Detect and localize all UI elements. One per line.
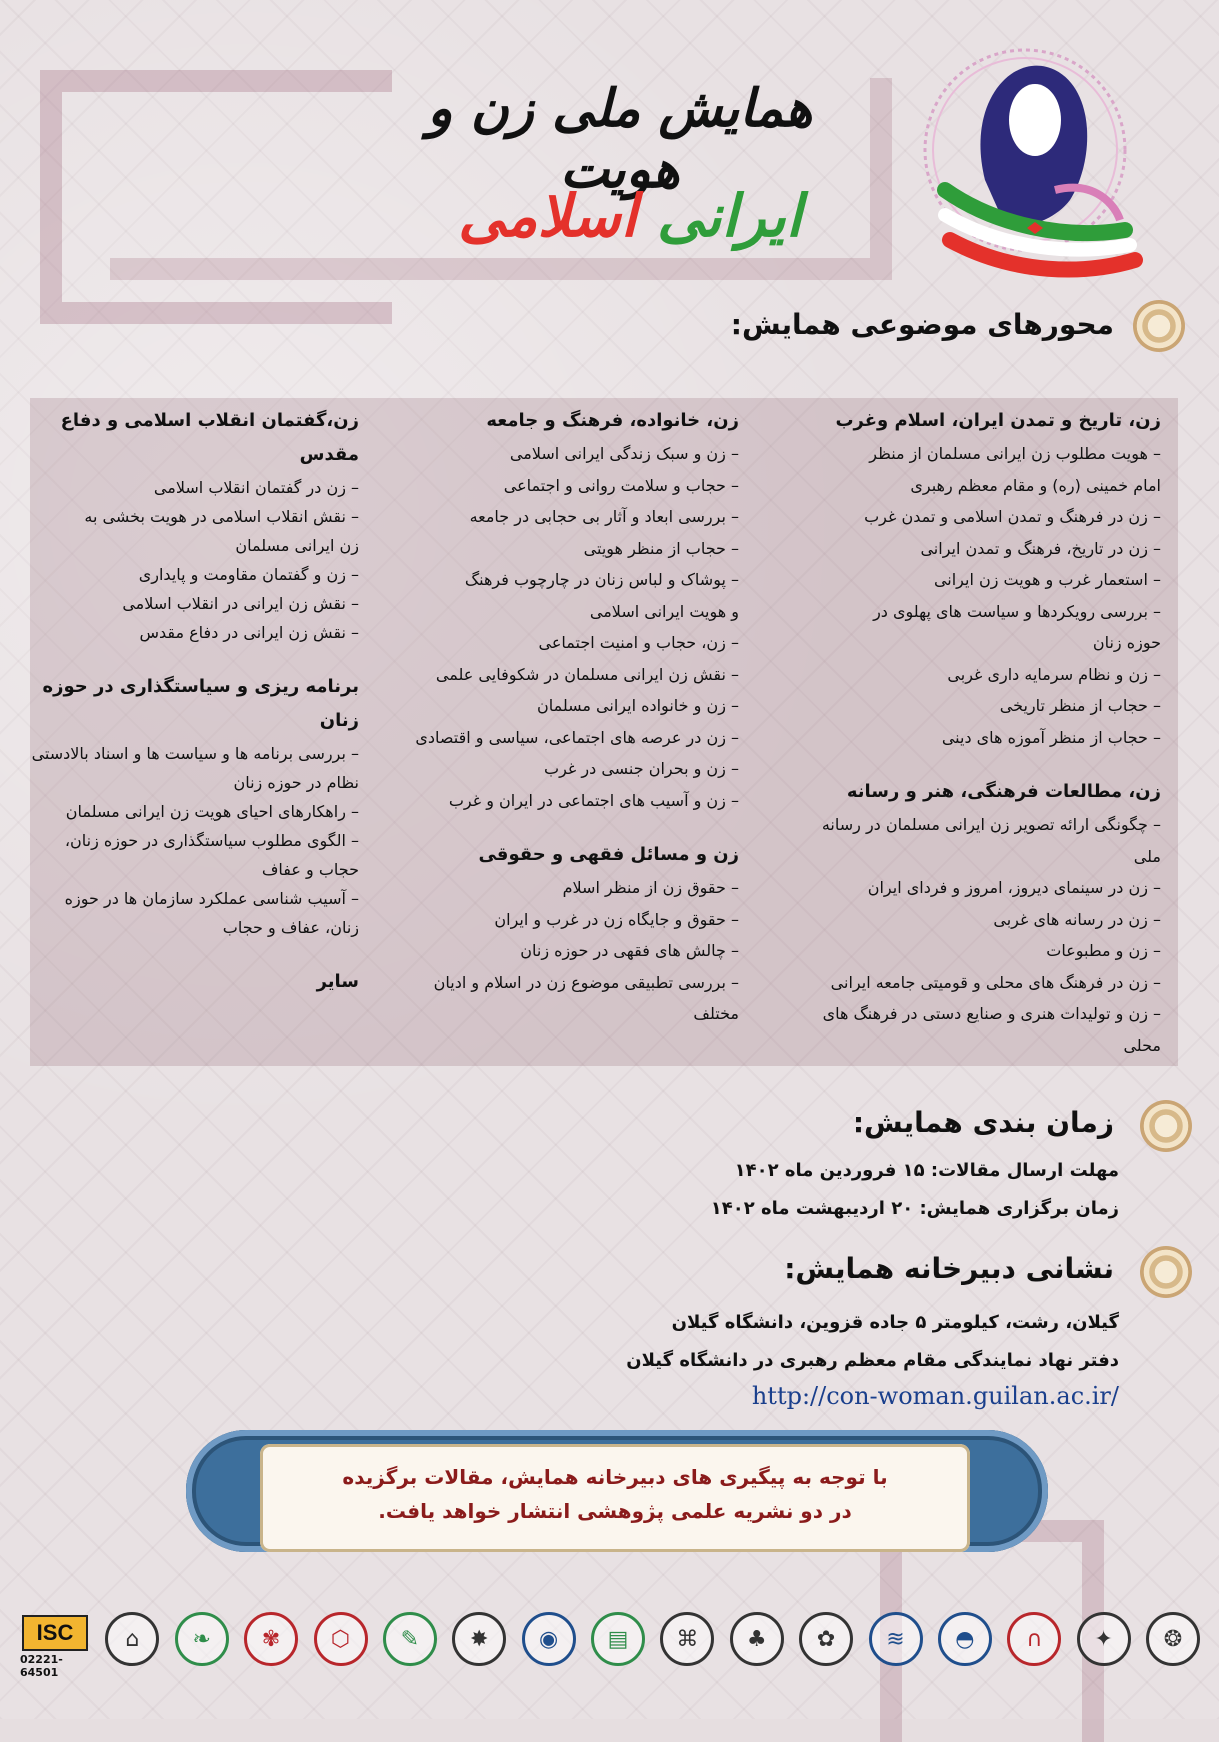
axis-item: – نقش زن ایرانی در انقلاب اسلامی (122, 594, 359, 613)
isc-label: ISC (22, 1615, 88, 1651)
axis-item: – زن، حجاب و امنیت اجتماعی (538, 633, 739, 652)
isc-logo (20, 1615, 90, 1679)
axis-item: – راهکارهای احیای هویت زن ایرانی مسلمان (65, 802, 359, 821)
lotus-icon: ✿ (799, 1612, 853, 1666)
conference-title: همایش ملی زن و هویت (427, 78, 813, 200)
axis-item: – حجاب از منظر هویتی (583, 538, 739, 558)
axis-item: امام خمینی (ره) و مقام معظم رهبری (910, 475, 1161, 495)
axis-item: – زن در سینمای دیروز، امروز و فردای ایران (867, 878, 1161, 897)
knot-icon: ⌘ (660, 1612, 714, 1666)
subtitle-word-islamic: اسلامی (458, 182, 637, 250)
axis-item: – حجاب از منظر آموزه های دینی (941, 727, 1161, 747)
axis-item: – حقوق و جایگاه زن در غرب و ایران (494, 909, 739, 929)
axis-item: نظام در حوزه زنان (233, 773, 359, 792)
axis-item: – حجاب از منظر تاریخی (999, 696, 1161, 715)
axis-item: – زن و مطبوعات (1046, 941, 1161, 960)
axis-item: – چالش های فقهی در حوزه زنان (520, 941, 739, 960)
axis-item: و هویت ایرانی اسلامی (589, 601, 739, 621)
book-icon: ▤ (591, 1612, 645, 1666)
axis-item: زن ایرانی مسلمان (235, 536, 359, 555)
section-spacer (19, 943, 359, 965)
sponsor-logos (20, 1604, 1200, 1679)
axis-item: مختلف (693, 1004, 739, 1023)
axis-item: – پوشاک و لباس زنان در چارچوب فرهنگ (464, 570, 739, 589)
axis-item: – زن و نظام سرمایه داری غربی (947, 664, 1161, 684)
axis-item: – بررسی تطبیقی موضوع زن در اسلام و ادیان (433, 972, 739, 992)
axis-item: – بررسی ابعاد و آثار بی حجابی در جامعه (469, 507, 739, 526)
axes-heading: محورهای موضوعی همایش: (730, 308, 1114, 341)
hexagon-icon: ⬡ (314, 1612, 368, 1666)
axis-item: محلی (1123, 1035, 1161, 1055)
rosette-icon (1140, 1246, 1192, 1298)
office-line: دفتر نهاد نمایندگی مقام معظم رهبری در دانشگاه گیلان (626, 1350, 1119, 1371)
axis-item: – زن در فرهنگ های محلی و قومیتی جامعه ایرانی (830, 972, 1161, 992)
axis-item: – زن و تولیدات هنری و صنایع دستی در فرهنگ های (822, 1004, 1161, 1023)
rosette-icon (1140, 1100, 1192, 1152)
axes-column-3 (19, 404, 359, 999)
isc-phone: 02221-64501 (20, 1653, 63, 1679)
axis-item: حوزه زنان (1092, 633, 1161, 652)
drop-icon: ◉ (522, 1612, 576, 1666)
tree-icon: ♣ (730, 1612, 784, 1666)
emblem-icon: ✾ (244, 1612, 298, 1666)
address-details (626, 1304, 1119, 1380)
axis-item: – حجاب و سلامت روانی و اجتماعی (503, 475, 739, 495)
event-date-line: زمان برگزاری همایش: ۲۰ اردیبهشت ماه ۱۴۰۲ (710, 1198, 1119, 1219)
axis-heading: سایر (316, 971, 359, 992)
axis-heading: زن، خانواده، فرهنگ و جامعه (486, 410, 739, 431)
axis-item: – زن در فرهنگ و تمدن اسلامی و تمدن غرب (864, 507, 1161, 526)
star-icon: ✸ (452, 1612, 506, 1666)
address-line: گیلان، رشت، کیلومتر ۵ جاده قزوین، دانشگاه گیلان (671, 1312, 1119, 1333)
axis-item: – زن در عرصه های اجتماعی، سیاسی و اقتصادی (415, 727, 739, 747)
notice-line-1: با توجه به پیگیری های دبیرخانه همایش، مقالات برگزیده (342, 1465, 888, 1489)
website-link[interactable]: http://con-woman.guilan.ac.ir/ (751, 1382, 1119, 1410)
axis-item: – زن و آسیب های اجتماعی در ایران و غرب (448, 790, 739, 810)
axis-heading: زن،گفتمان انقلاب اسلامی و دفاع مقدس (60, 410, 359, 465)
axis-item: – زن در گفتمان انقلاب اسلامی (153, 478, 359, 497)
section-spacer (801, 753, 1161, 775)
notice-text (270, 1460, 960, 1528)
dome-icon: ◓ (938, 1612, 992, 1666)
axis-item: – نقش زن ایرانی در دفاع مقدس (139, 623, 359, 642)
axis-heading: زن و مسائل فقهی و حقوقی (478, 844, 739, 865)
axis-item: – زن و بحران جنسی در غرب (544, 759, 739, 778)
axis-item: – آسیب شناسی عملکرد سازمان ها در حوزه (64, 889, 359, 908)
subtitle-word-iranian: ایرانی (657, 182, 802, 250)
axis-item: – الگوی مطلوب سیاستگذاری در حوزه زنان، (64, 831, 359, 850)
address-heading: نشانی دبیرخانه همایش: (784, 1252, 1114, 1285)
circle-seal-icon: ❂ (1146, 1612, 1200, 1666)
axis-item: – استعمار غرب و هویت زن ایرانی (933, 570, 1161, 589)
axis-item: – بررسی رویکردها و سیاست های پهلوی در (873, 601, 1161, 621)
calligraphy-icon: ✎ (383, 1612, 437, 1666)
axis-item: – زن و خانواده ایرانی مسلمان (536, 696, 739, 715)
axis-item: – حقوق زن از منظر اسلام (562, 878, 739, 897)
axis-item: زنان، عفاف و حجاب (222, 918, 359, 937)
rosette-icon (1133, 300, 1185, 352)
axis-item: – زن در رسانه های غربی (993, 909, 1161, 929)
section-spacer (399, 816, 739, 838)
axis-heading: برنامه ریزی و سیاستگذاری در حوزه زنان (42, 676, 359, 731)
hijab-woman-logo (905, 40, 1145, 300)
arch-icon: ∩ (1007, 1612, 1061, 1666)
axis-item: – بررسی برنامه ها و سیاست ها و اسناد بالادستی (31, 744, 359, 763)
leaf-icon: ❧ (175, 1612, 229, 1666)
axes-column-1 (801, 404, 1161, 1061)
axis-item: – هویت مطلوب زن ایرانی مسلمان از منظر (869, 444, 1161, 463)
axis-item: – نقش انقلاب اسلامی در هویت بخشی به (84, 507, 359, 526)
mosque-icon: ⌂ (105, 1612, 159, 1666)
section-spacer (19, 648, 359, 670)
axis-item: – نقش زن ایرانی مسلمان در شکوفایی علمی (435, 664, 739, 684)
axis-item: – زن و سبک زندگی ایرانی اسلامی (509, 444, 739, 463)
conference-subtitle (440, 182, 820, 250)
schedule-heading: زمان بندی همایش: (852, 1106, 1114, 1139)
deadline-line: مهلت ارسال مقالات: ۱۵ فروردین ماه ۱۴۰۲ (734, 1160, 1119, 1181)
axis-item: – چگونگی ارائه تصویر زن ایرانی مسلمان در رسانه ملی (821, 815, 1161, 866)
schedule-details (711, 1152, 1119, 1228)
axis-item: – زن و گفتمان مقاومت و پایداری (138, 565, 359, 584)
axis-item: حجاب و عفاف (261, 860, 359, 879)
lattice-icon: ✦ (1077, 1612, 1131, 1666)
axis-heading: زن، تاریخ و تمدن ایران، اسلام وغرب (835, 410, 1161, 431)
axes-column-2 (399, 404, 739, 1030)
axis-heading: زن، مطالعات فرهنگی، هنر و رسانه (846, 781, 1161, 802)
axis-item: – زن در تاریخ، فرهنگ و تمدن ایرانی (920, 538, 1161, 558)
wave-icon: ≋ (869, 1612, 923, 1666)
notice-line-2: در دو نشریه علمی پژوهشی انتشار خواهد یافت. (378, 1499, 852, 1523)
